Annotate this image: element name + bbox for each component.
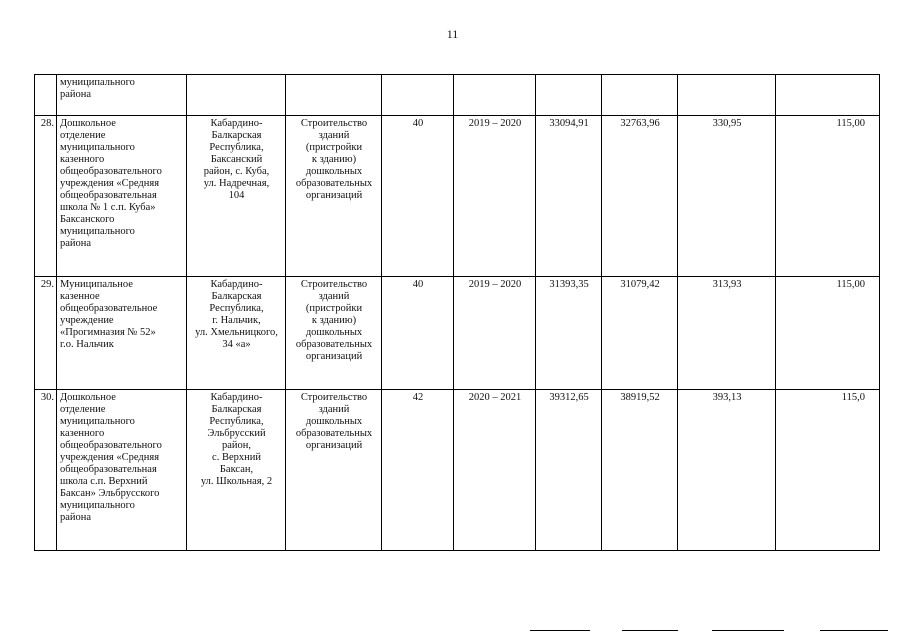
row-number: 28.: [35, 116, 57, 277]
cell-address: [187, 390, 286, 551]
object-name: Муниципальное казенное общеобразовательное учреждение «Прогимназия № 52» г.о. Нальчик: [60, 279, 158, 350]
cell-total: 39312,65: [536, 390, 602, 551]
table-row: [35, 390, 880, 551]
cell-capacity: [382, 75, 454, 116]
cell-period: 2020 – 2021: [454, 390, 536, 551]
object-address: Кабардино- Балкарская Республика, Эльбрусский район, с. Верхний Баксан, ул. Школьная, 2: [200, 392, 273, 487]
work-type: Строительство зданий (пристройки к зданию) дошкольных образовательных организаций: [295, 279, 373, 362]
cell-period: [454, 75, 536, 116]
cell-address: [187, 75, 286, 116]
cell-regional: [678, 75, 776, 116]
signature-lines: [0, 630, 905, 634]
cell-regional: 313,93: [678, 277, 776, 390]
cell-address: [187, 116, 286, 277]
cell-num: [35, 75, 57, 116]
cell-cost: [776, 75, 880, 116]
cell-regional: 330,95: [678, 116, 776, 277]
object-name: Дошкольное отделение муниципального казенного общеобразовательного учреждения «Средняя общеобразовательная школа № 1 с.п. Куба» Баксанского муниципального района: [60, 118, 162, 249]
cell-federal: 38919,52: [602, 390, 678, 551]
cell-total: 33094,91: [536, 116, 602, 277]
signature-line: [530, 630, 590, 631]
cell-capacity: 40: [382, 116, 454, 277]
cell-type: [286, 75, 382, 116]
object-name: муниципального района: [60, 77, 135, 100]
cell-federal: [602, 75, 678, 116]
cell-cost: 115,00: [776, 277, 880, 390]
cell-period: 2019 – 2020: [454, 277, 536, 390]
object-name: Дошкольное отделение муниципального казенного общеобразовательного учреждения «Средняя общеобразовательная школа с.п. Верхний Баксан» Эльбрусского муниципального района: [60, 392, 162, 523]
work-type: Строительство зданий (пристройки к зданию) дошкольных образовательных организаций: [295, 118, 373, 201]
table-row-continuation: [35, 75, 880, 116]
cell-name: [57, 390, 187, 551]
work-type: Строительство зданий дошкольных образовательных организаций: [295, 392, 373, 451]
cell-type: [286, 390, 382, 551]
cell-total: 31393,35: [536, 277, 602, 390]
row-number: 30.: [35, 390, 57, 551]
cell-name: [57, 116, 187, 277]
cell-federal: 32763,96: [602, 116, 678, 277]
object-address: Кабардино- Балкарская Республика, г. Нальчик, ул. Хмельницкого, 34 «а»: [195, 279, 278, 350]
table-row: [35, 277, 880, 390]
table-row: [35, 116, 880, 277]
cell-address: [187, 277, 286, 390]
cell-name: [57, 75, 187, 116]
signature-line: [712, 630, 784, 631]
object-address: Кабардино- Балкарская Республика, Баксанский район, с. Куба, ул. Надречная, 104: [203, 118, 270, 201]
cell-name: [57, 277, 187, 390]
objects-table: [34, 74, 880, 551]
cell-federal: 31079,42: [602, 277, 678, 390]
cell-cost: 115,00: [776, 116, 880, 277]
cell-type: [286, 277, 382, 390]
cell-capacity: 42: [382, 390, 454, 551]
cell-capacity: 40: [382, 277, 454, 390]
signature-line: [622, 630, 678, 631]
cell-total: [536, 75, 602, 116]
signature-line: [820, 630, 888, 631]
cell-type: [286, 116, 382, 277]
cell-cost: 115,0: [776, 390, 880, 551]
page-number: 11: [446, 27, 459, 41]
cell-regional: 393,13: [678, 390, 776, 551]
row-number: 29.: [35, 277, 57, 390]
cell-period: 2019 – 2020: [454, 116, 536, 277]
